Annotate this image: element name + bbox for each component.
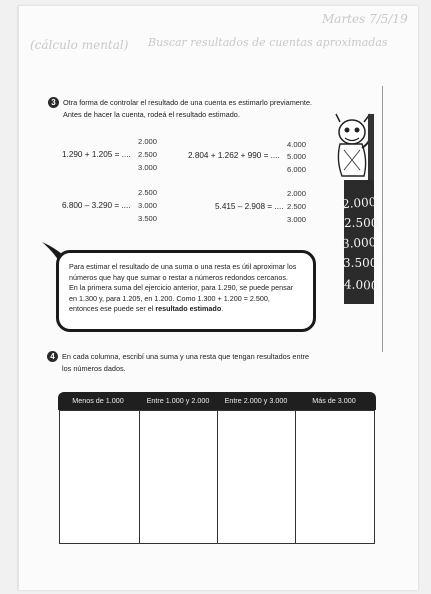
chalk-number-3: 3.000 xyxy=(341,235,377,251)
problem-1-option-1[interactable]: 2.000 xyxy=(138,137,158,146)
problem-2-expression: 2.804 + 1.262 + 990 = .... xyxy=(188,151,280,160)
column-header-2000-to-3000: Entre 2.000 y 3.000 xyxy=(224,396,288,405)
problem-3-option-2[interactable]: 3.000 xyxy=(138,201,158,210)
tip-line-1: Para estimar el resultado de una suma o una resta es útil aproximar los xyxy=(69,262,297,271)
exercise-4-instruction-2: los números dados. xyxy=(62,364,126,373)
problem-1-expression: 1.290 + 1.205 = .... xyxy=(62,150,131,159)
character-illustration xyxy=(330,110,380,306)
problem-4-option-1[interactable]: 2.000 xyxy=(287,189,307,198)
column-header-1000-to-2000: Entre 1.000 y 2.000 xyxy=(146,396,210,405)
tip-line-5 xyxy=(69,304,296,315)
problem-2-option-3[interactable]: 6.000 xyxy=(287,165,307,174)
ranges-table-body xyxy=(59,410,375,544)
problem-4-expression: 5.415 – 2.908 = .... xyxy=(215,202,284,211)
chalk-number-5: 4.000 xyxy=(343,277,379,293)
tip-line-5-suffix: . xyxy=(221,304,224,313)
column-header-more-than-3000: Más de 3.000 xyxy=(312,396,356,405)
exercise-4-number: 4 xyxy=(47,351,58,362)
exercise-3-instruction-1: Otra forma de controlar el resultado de una cuenta es estimarlo previamente. xyxy=(63,98,313,107)
problem-1-option-3[interactable]: 3.000 xyxy=(138,163,158,172)
problem-4-option-3[interactable]: 3.000 xyxy=(287,215,307,224)
answer-cell-1000-to-2000[interactable] xyxy=(140,411,216,543)
tip-line-2: números que hay que sumar o restar a números redondos cercanos. xyxy=(69,272,288,282)
problem-3-option-3[interactable]: 3.500 xyxy=(138,214,158,223)
exercise-3-instruction-2: Antes de hacer la cuenta, rodeá el resultado estimado. xyxy=(63,110,240,119)
problem-2-option-2[interactable]: 5.000 xyxy=(287,152,307,161)
tip-line-4: en 1.300 y, para 1.205, en 1.200. Como 1.300 + 1.200 = 2.500, xyxy=(69,293,270,303)
ranges-table xyxy=(58,392,376,543)
answer-cell-2000-to-3000[interactable] xyxy=(218,411,294,543)
tip-bubble xyxy=(56,250,316,332)
problem-2-option-1[interactable]: 4.000 xyxy=(287,140,307,149)
problem-1-option-2[interactable]: 2.500 xyxy=(138,150,158,159)
chalk-number-2: 2.500 xyxy=(344,216,379,230)
column-header-less-than-1000: Menos de 1.000 xyxy=(72,396,124,405)
problem-4-option-2[interactable]: 2.500 xyxy=(287,202,307,211)
chalk-number-4: 3.500 xyxy=(343,256,378,270)
chalk-number-1: 2.000 xyxy=(341,194,377,212)
handwritten-date: Martes 7/5/19 xyxy=(322,12,408,26)
tip-line-5-prefix: entonces ese puede ser el xyxy=(69,304,156,313)
answer-cell-less-than-1000[interactable] xyxy=(60,411,138,543)
tip-line-3: En la primera suma del ejercicio anterior, para 1.290, se puede pensar xyxy=(69,283,294,292)
exercise-3-number: 3 xyxy=(48,97,59,108)
handwritten-title: Buscar resultados de cuentas aproximadas xyxy=(148,36,388,49)
handwritten-subtitle: (cálculo mental) xyxy=(30,38,129,52)
ranges-table-header xyxy=(58,392,376,410)
tip-bold-term: resultado estimado xyxy=(155,304,222,313)
answer-cell-more-than-3000[interactable] xyxy=(296,411,374,543)
problem-3-option-1[interactable]: 2.500 xyxy=(138,188,158,197)
exercise-4-instruction-1: En cada columna, escribí una suma y una resta que tengan resultados entre xyxy=(62,352,310,361)
problem-3-expression: 6.800 – 3.290 = .... xyxy=(62,201,131,210)
